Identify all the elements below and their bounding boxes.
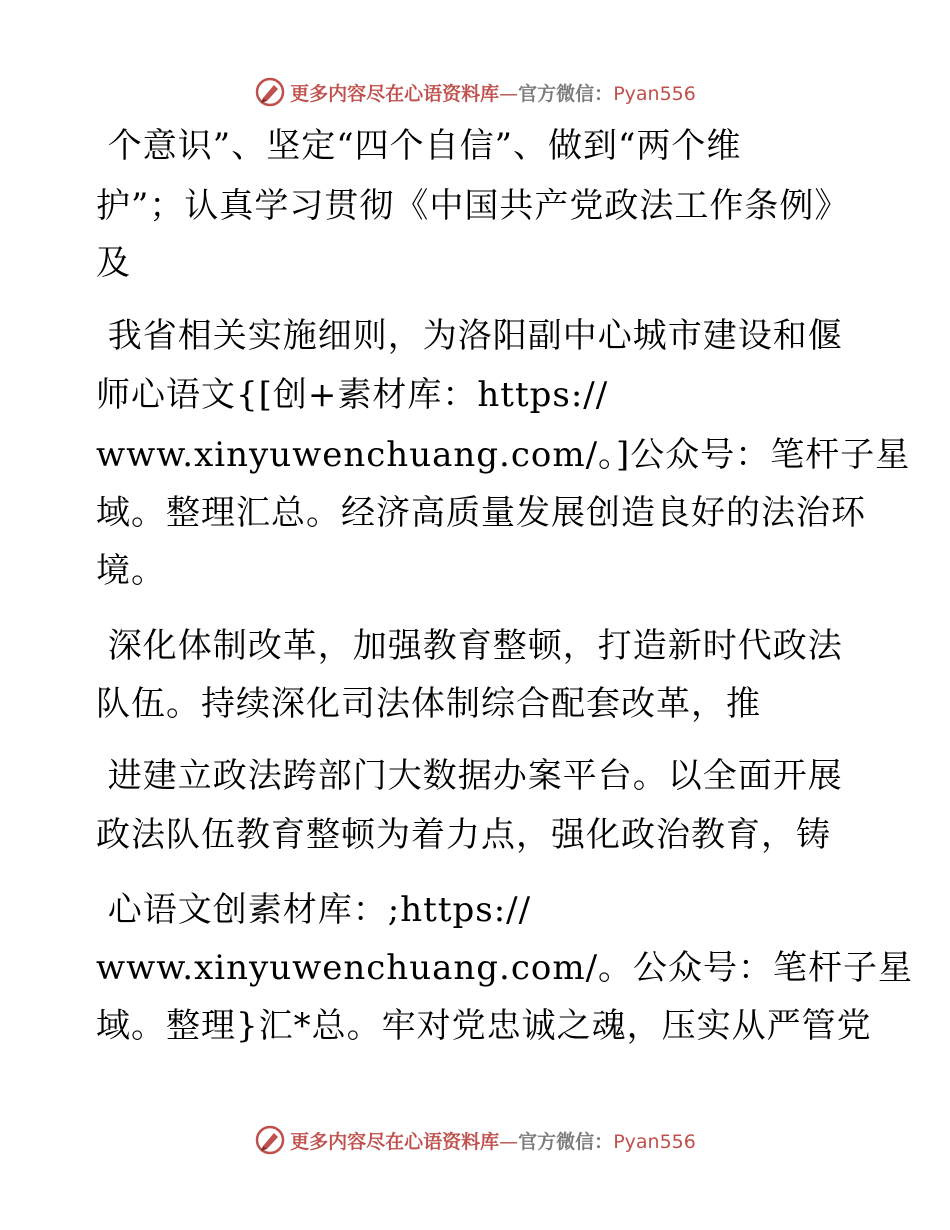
footer-banner bbox=[0, 1120, 950, 1160]
pen-logo-icon bbox=[254, 76, 286, 108]
banner-wechat-id: Pyan556 bbox=[613, 1130, 696, 1153]
text-line: 队伍。持续深化司法体制综合配套改革，推 bbox=[96, 684, 761, 724]
text-line: 进建立政法跨部门大数据办案平台。以全面开展 bbox=[96, 756, 843, 796]
banner-wechat-label: 官方微信： bbox=[518, 82, 614, 105]
text-line: 域。整理}汇*总。牢对党忠诚之魂，压实从严管党 bbox=[96, 1006, 872, 1046]
text-line: 个意识”、坚定“四个自信”、做到“两个维 bbox=[96, 126, 742, 166]
text-line: 我省相关实施细则，为洛阳副中心城市建设和偃 bbox=[96, 316, 843, 356]
banner-text bbox=[290, 79, 696, 106]
text-line: 心语文创素材库：;https:// bbox=[96, 890, 532, 930]
text-line: 护”；认真学习贯彻《中国共产党政法工作条例》 bbox=[96, 186, 850, 226]
text-line: 域。整理汇总。经济高质量发展创造良好的法治环 bbox=[96, 493, 866, 533]
text-line: 深化体制改革，加强教育整顿，打造新时代政法 bbox=[96, 626, 843, 666]
header-banner bbox=[0, 72, 950, 112]
banner-dash: — bbox=[499, 1130, 519, 1153]
banner-dash: — bbox=[499, 82, 519, 105]
text-line: 师心语文{[创+素材库：https:// bbox=[96, 375, 609, 415]
banner-brand: 更多内容尽在心语资料库 bbox=[290, 1130, 500, 1153]
text-line: 政法队伍教育整顿为着力点，强化政治教育，铸 bbox=[96, 815, 831, 855]
pen-logo-icon bbox=[254, 1124, 286, 1156]
text-line: 及 bbox=[96, 243, 131, 283]
banner-text bbox=[290, 1127, 696, 1154]
text-line: 境。 bbox=[96, 551, 166, 591]
banner-wechat-label: 官方微信： bbox=[518, 1130, 614, 1153]
text-line: www.xinyuwenchuang.com/。公众号：笔杆子星 bbox=[96, 948, 914, 988]
banner-brand: 更多内容尽在心语资料库 bbox=[290, 82, 500, 105]
banner-wechat-id: Pyan556 bbox=[613, 82, 696, 105]
text-line: www.xinyuwenchuang.com/。]公众号：笔杆子星 bbox=[96, 435, 911, 475]
